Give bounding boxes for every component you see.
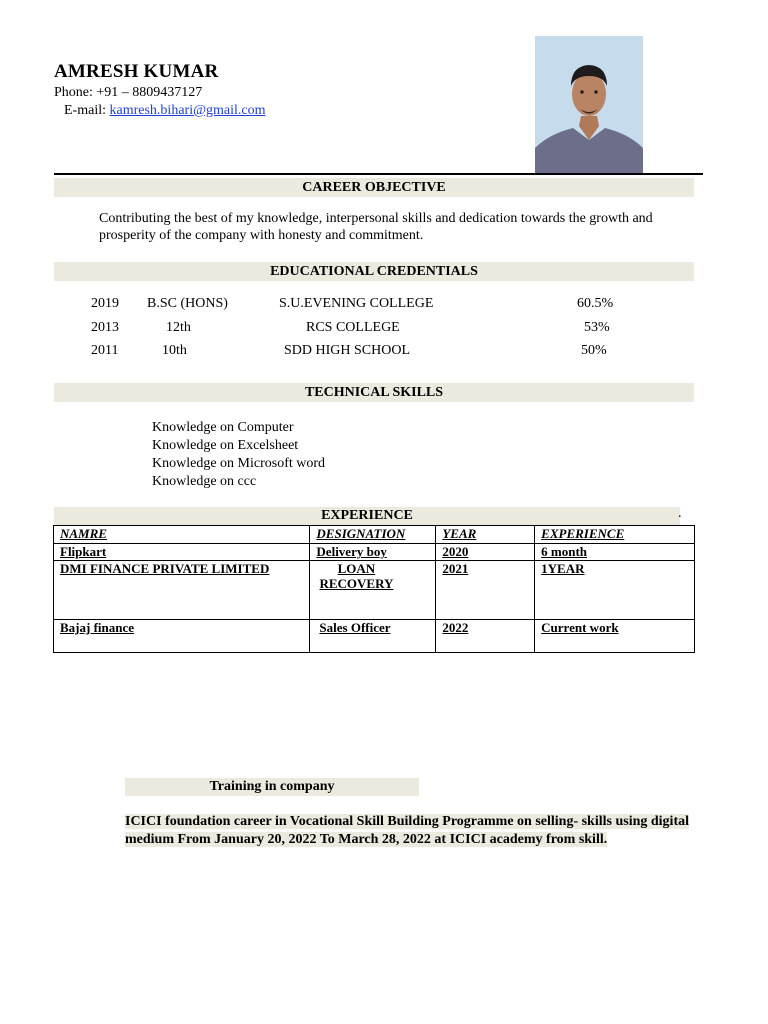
email-label: E-mail: <box>64 103 110 118</box>
section-education: EDUCATIONAL CREDENTIALS <box>54 262 694 281</box>
table-row <box>54 561 695 620</box>
cell-company: Bajaj finance <box>54 620 310 653</box>
experience-dot: . <box>678 506 682 521</box>
education-year: 2019 <box>91 296 119 311</box>
cell-experience: 1YEAR <box>535 561 695 620</box>
header-cell-year: YEAR <box>436 526 535 544</box>
skill-item: Knowledge on Excelsheet <box>152 438 299 453</box>
cell-experience: Current work <box>535 620 695 653</box>
phone-number: Phone: +91 – 8809437127 <box>54 85 203 100</box>
education-degree: 12th <box>166 320 191 335</box>
cell-year: 2022 <box>436 620 535 653</box>
education-institute: S.U.EVENING COLLEGE <box>279 296 434 311</box>
education-degree: B.SC (HONS) <box>147 296 228 311</box>
education-row <box>0 320 768 340</box>
header-cell-designation: DESIGNATION <box>310 526 436 544</box>
cell-company: Flipkart <box>54 544 310 561</box>
skills-list <box>152 419 325 491</box>
cell-designation: Delivery boy <box>310 544 436 561</box>
training-title: Training in company <box>125 778 419 796</box>
training-text: ICICI foundation career in Vocational Skill Building Programme on selling- skills using digital medium From January 20, 2022 To March 28, 2022 at ICICI academy from skill. <box>125 814 689 847</box>
education-score: 60.5% <box>577 296 614 311</box>
objective-text: Contributing the best of my knowledge, interpersonal skills and dedication towards the growth and prosperity of the company with honesty and commitment. <box>99 211 653 243</box>
skill-item: Knowledge on Computer <box>152 420 294 435</box>
cell-company: DMI FINANCE PRIVATE LIMITED <box>54 561 310 620</box>
experience-table <box>53 525 695 653</box>
table-row <box>54 620 695 653</box>
profile-photo <box>535 36 643 173</box>
header-cell-experience: EXPERIENCE <box>535 526 695 544</box>
education-score: 50% <box>581 343 607 358</box>
email-line <box>64 103 265 119</box>
education-row <box>0 343 768 363</box>
table-row <box>54 544 695 561</box>
education-year: 2011 <box>91 343 119 358</box>
cell-experience: 6 month <box>535 544 695 561</box>
education-year: 2013 <box>91 320 119 335</box>
header-divider <box>54 173 703 175</box>
header-cell-name: NAMRE <box>54 526 310 544</box>
section-technical-skills: TECHNICAL SKILLS <box>54 383 694 402</box>
cell-designation <box>310 561 436 620</box>
skill-item: Knowledge on ccc <box>152 474 257 489</box>
cell-year: 2020 <box>436 544 535 561</box>
training-description <box>125 813 700 849</box>
table-header-row <box>54 526 695 544</box>
section-career-objective: CAREER OBJECTIVE <box>54 178 694 197</box>
email-link[interactable]: kamresh.bihari@gmail.com <box>109 103 266 118</box>
section-experience: EXPERIENCE <box>54 507 680 525</box>
education-institute: SDD HIGH SCHOOL <box>284 343 411 358</box>
cell-year: 2021 <box>436 561 535 620</box>
cell-designation: Sales Officer <box>310 620 436 653</box>
designation-text: LOAN RECOVERY <box>319 561 394 591</box>
education-score: 53% <box>584 320 610 335</box>
education-degree: 10th <box>162 343 187 358</box>
education-row <box>0 296 768 316</box>
education-institute: RCS COLLEGE <box>306 320 400 335</box>
skill-item: Knowledge on Microsoft word <box>152 456 326 471</box>
candidate-name: AMRESH KUMAR <box>54 61 219 82</box>
